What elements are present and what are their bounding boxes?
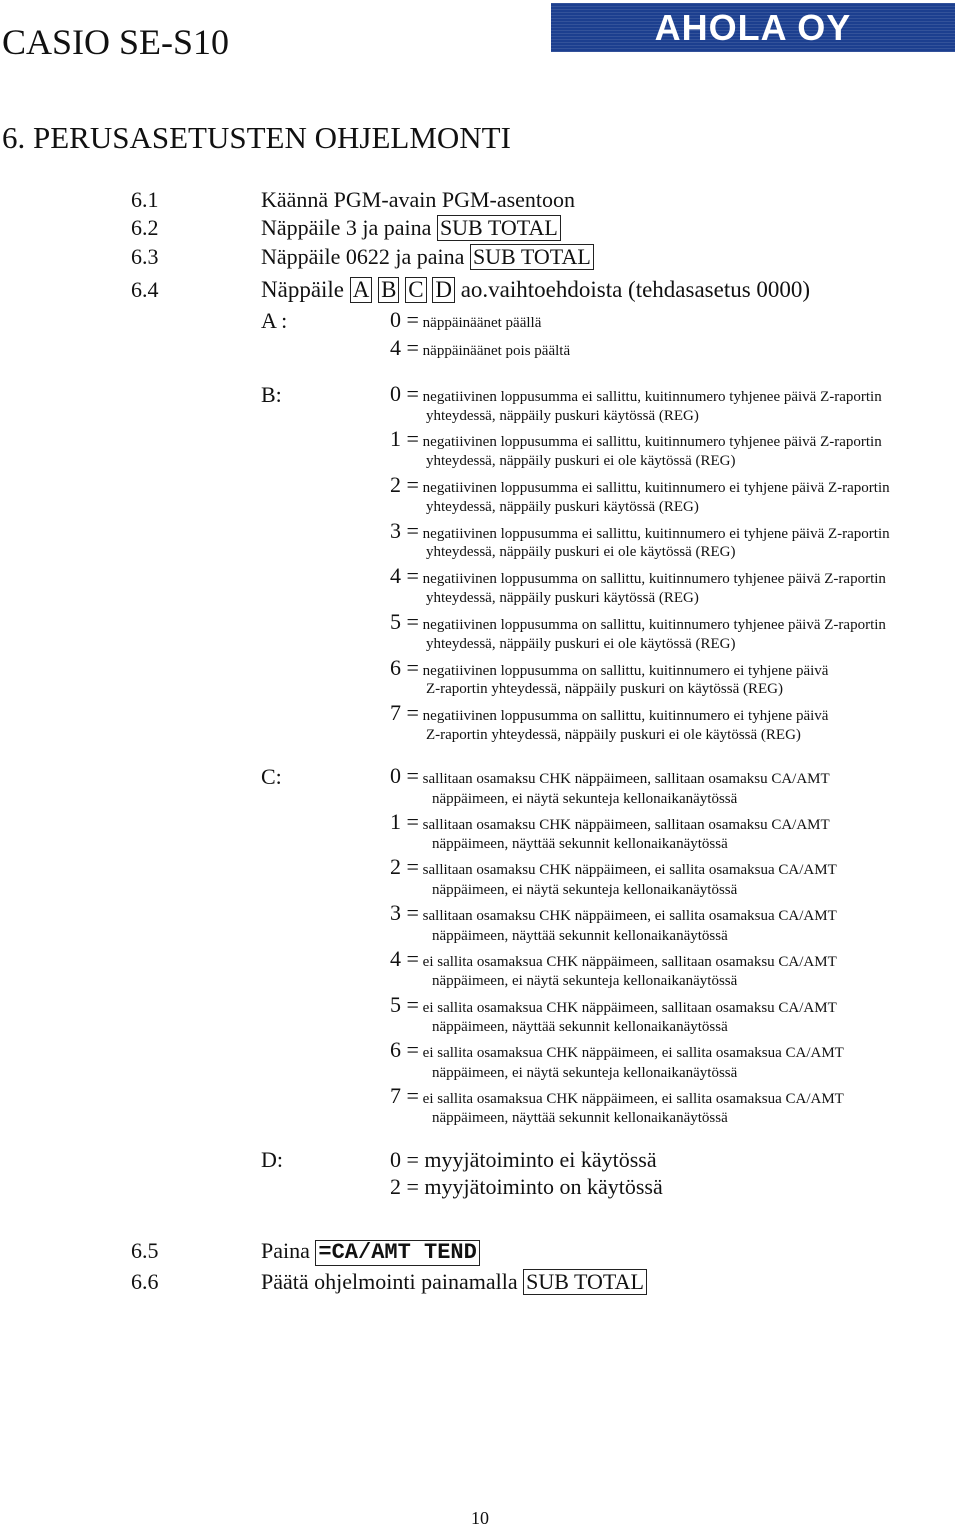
option-d-item: 0 = myyjätoiminto ei käytössä xyxy=(390,1147,657,1172)
option-continuation: näppäimeen, ei näytä sekunteja kellonaikanäytössä xyxy=(432,1065,738,1081)
ca-amt-tend-key: =CA/AMT TEND xyxy=(315,1240,479,1266)
option-desc: negatiivinen loppusumma on sallittu, kuitinnumero ei tyhjene päivä xyxy=(418,663,829,679)
option-c-item xyxy=(390,1037,844,1063)
option-code: 3 = xyxy=(390,900,419,925)
option-code: 5 = xyxy=(390,609,419,634)
option-desc: ei sallita osamaksua CHK näppäimeen, sallitaan osamaksu CA/AMT xyxy=(418,954,837,970)
document-model-title: CASIO SE-S10 xyxy=(2,22,230,62)
option-b-item xyxy=(390,518,890,544)
key-a: A xyxy=(350,277,373,303)
option-code: 5 = xyxy=(390,992,419,1017)
step-6-5-line xyxy=(261,1237,480,1266)
option-continuation: yhteydessä, näppäily puskuri käytössä (REG) xyxy=(426,499,699,515)
option-code: 4 = xyxy=(390,563,419,588)
option-continuation: näppäimeen, näyttää sekunnit kellonaikanäytössä xyxy=(432,1110,728,1126)
option-code: 2 = xyxy=(390,472,419,497)
option-desc: sallitaan osamaksu CHK näppäimeen, sallitaan osamaksu CA/AMT xyxy=(418,817,830,833)
option-c-item xyxy=(390,900,837,926)
option-code: 0 = xyxy=(390,763,419,788)
option-c-item xyxy=(390,763,830,789)
step-6-4-number: 6.4 xyxy=(131,277,159,302)
option-continuation: näppäimeen, ei näytä sekunteja kellonaikanäytössä xyxy=(432,791,738,807)
step-6-2-line xyxy=(261,214,561,242)
option-code: 4 = xyxy=(390,335,419,360)
option-code: 0 = xyxy=(390,381,419,406)
option-code: 7 = xyxy=(390,1083,419,1108)
option-desc: ei sallita osamaksua CHK näppäimeen, ei sallita osamaksua CA/AMT xyxy=(418,1091,844,1107)
option-desc: näppäinäänet pois päältä xyxy=(418,343,571,359)
step-6-3-text: Näppäile 0622 ja paina xyxy=(261,244,470,269)
option-desc: negatiivinen loppusumma on sallittu, kuitinnumero ei tyhjene päivä xyxy=(418,708,829,724)
option-continuation: näppäimeen, näyttää sekunnit kellonaikanäytössä xyxy=(432,1019,728,1035)
option-continuation: yhteydessä, näppäily puskuri ei ole käytössä (REG) xyxy=(426,636,736,652)
step-6-6-line xyxy=(261,1268,647,1296)
step-6-6-text: Päätä ohjelmointi painamalla xyxy=(261,1269,524,1294)
option-code: 6 = xyxy=(390,655,419,680)
step-6-4-line xyxy=(261,276,810,304)
option-desc: negatiivinen loppusumma on sallittu, kuitinnumero tyhjenee päivä Z-raportin xyxy=(418,571,886,587)
option-c-item xyxy=(390,809,830,835)
option-b-item xyxy=(390,563,886,589)
section-title: 6. PERUSASETUSTEN OHJELMONTI xyxy=(2,120,511,155)
option-desc: näppäinäänet päällä xyxy=(418,315,542,331)
option-b-label: B: xyxy=(261,382,282,407)
option-code: 6 = xyxy=(390,1037,419,1062)
ahola-oy-logo: AHOLA OY xyxy=(551,3,955,52)
option-c-label: C: xyxy=(261,764,282,789)
option-desc: sallitaan osamaksu CHK näppäimeen, sallitaan osamaksu CA/AMT xyxy=(418,771,830,787)
option-a-label: A : xyxy=(261,308,288,333)
sub-total-key: SUB TOTAL xyxy=(437,215,561,241)
option-code: 4 = xyxy=(390,946,419,971)
option-a-item xyxy=(390,307,541,333)
step-6-6-number: 6.6 xyxy=(131,1269,159,1294)
step-6-3-line xyxy=(261,243,594,271)
option-code: 1 = xyxy=(390,426,419,451)
option-code: 2 = xyxy=(390,854,419,879)
step-6-2-text: Näppäile 3 ja paina xyxy=(261,215,437,240)
step-6-2-number: 6.2 xyxy=(131,215,159,240)
key-d: D xyxy=(432,277,455,303)
option-d-label: D: xyxy=(261,1147,283,1172)
option-a-item xyxy=(390,335,570,361)
option-desc: negatiivinen loppusumma ei sallittu, kuitinnumero ei tyhjene päivä Z-raportin xyxy=(418,526,890,542)
page-number: 10 xyxy=(471,1508,489,1528)
option-c-item xyxy=(390,1083,844,1109)
option-d-item: 2 = myyjätoiminto on käytössä xyxy=(390,1174,663,1199)
option-desc: ei sallita osamaksua CHK näppäimeen, ei sallita osamaksua CA/AMT xyxy=(418,1045,844,1061)
step-6-3-number: 6.3 xyxy=(131,244,159,269)
option-continuation: yhteydessä, näppäily puskuri käytössä (REG) xyxy=(426,590,699,606)
option-desc: negatiivinen loppusumma ei sallittu, kuitinnumero tyhjenee päivä Z-raportin xyxy=(418,389,882,405)
option-code: 0 = xyxy=(390,307,419,332)
option-continuation: yhteydessä, näppäily puskuri ei ole käytössä (REG) xyxy=(426,453,736,469)
option-continuation: näppäimeen, näyttää sekunnit kellonaikanäytössä xyxy=(432,928,728,944)
key-c: C xyxy=(405,277,426,303)
option-continuation: yhteydessä, näppäily puskuri ei ole käytössä (REG) xyxy=(426,544,736,560)
option-code: 7 = xyxy=(390,700,419,725)
step-6-1-text: Käännä PGM-avain PGM-asentoon xyxy=(261,187,576,212)
option-c-item xyxy=(390,854,837,880)
step-6-5-number: 6.5 xyxy=(131,1238,159,1263)
step-6-1-number: 6.1 xyxy=(131,187,159,212)
option-c-item xyxy=(390,992,837,1018)
key-b: B xyxy=(378,277,399,303)
step-6-4-tail: ao.vaihtoehdoista (tehdasasetus 0000) xyxy=(454,277,811,302)
option-continuation: Z-raportin yhteydessä, näppäily puskuri ei ole käytössä (REG) xyxy=(426,727,801,743)
option-continuation: yhteydessä, näppäily puskuri käytössä (REG) xyxy=(426,408,699,424)
option-desc: sallitaan osamaksu CHK näppäimeen, ei sallita osamaksua CA/AMT xyxy=(418,908,837,924)
option-b-item xyxy=(390,655,828,681)
option-code: 1 = xyxy=(390,809,419,834)
option-c-item xyxy=(390,946,837,972)
sub-total-key: SUB TOTAL xyxy=(523,1269,647,1295)
option-continuation: näppäimeen, ei näytä sekunteja kellonaikanäytössä xyxy=(432,882,738,898)
option-desc: ei sallita osamaksua CHK näppäimeen, sallitaan osamaksu CA/AMT xyxy=(418,1000,837,1016)
option-b-item xyxy=(390,426,882,452)
step-6-5-text: Paina xyxy=(261,1238,316,1263)
option-continuation: näppäimeen, ei näytä sekunteja kellonaikanäytössä xyxy=(432,973,738,989)
sub-total-key: SUB TOTAL xyxy=(470,244,594,270)
option-code: 3 = xyxy=(390,518,419,543)
option-desc: negatiivinen loppusumma ei sallittu, kuitinnumero ei tyhjene päivä Z-raportin xyxy=(418,480,890,496)
option-continuation: näppäimeen, näyttää sekunnit kellonaikanäytössä xyxy=(432,836,728,852)
option-b-item xyxy=(390,381,882,407)
option-desc: negatiivinen loppusumma on sallittu, kuitinnumero tyhjenee päivä Z-raportin xyxy=(418,617,886,633)
option-b-item xyxy=(390,609,886,635)
option-desc: sallitaan osamaksu CHK näppäimeen, ei sallita osamaksua CA/AMT xyxy=(418,862,837,878)
step-6-4-text: Näppäile xyxy=(261,277,350,302)
option-continuation: Z-raportin yhteydessä, näppäily puskuri on käytössä (REG) xyxy=(426,681,784,697)
option-b-item xyxy=(390,472,890,498)
option-b-item xyxy=(390,700,828,726)
option-desc: negatiivinen loppusumma ei sallittu, kuitinnumero tyhjenee päivä Z-raportin xyxy=(418,434,882,450)
